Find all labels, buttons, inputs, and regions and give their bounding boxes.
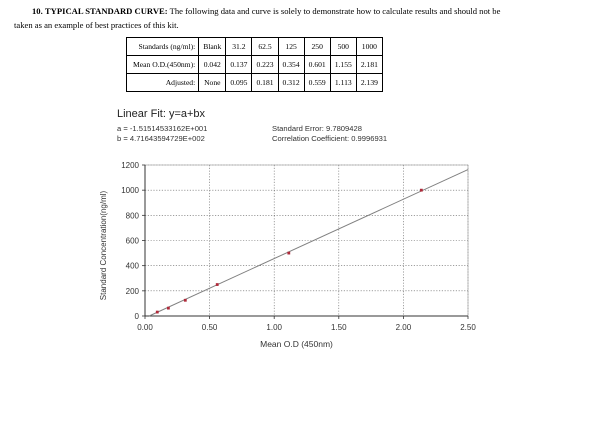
y-tick-label: 0 (134, 312, 139, 321)
table-cell: 0.042 (199, 56, 226, 74)
heading-text-2: taken as an example of best practices of this kit. (14, 20, 179, 30)
x-tick-label: 2.00 (395, 323, 412, 332)
table-cell: 500 (330, 38, 356, 56)
fit-coefficient-b: b = 4.71643594729E+002 (117, 134, 205, 143)
data-point (216, 283, 219, 286)
table-cell: 0.181 (252, 74, 278, 92)
fit-correlation: Correlation Coefficient: 0.9996931 (272, 134, 388, 143)
table-cell: 62.5 (252, 38, 278, 56)
table-cell: 250 (304, 38, 330, 56)
table-cell: 0.354 (278, 56, 304, 74)
section-number: 10. (32, 6, 43, 16)
table-cell: 0.559 (304, 74, 330, 92)
table-cell: 1000 (356, 38, 382, 56)
table-cell: 125 (278, 38, 304, 56)
table-cell: 31.2 (226, 38, 252, 56)
data-point (287, 252, 290, 255)
y-tick-label: 600 (125, 236, 139, 246)
x-tick-label: 0.50 (201, 323, 218, 332)
data-point (184, 299, 187, 302)
table-cell: 1.113 (330, 74, 356, 92)
table-cell: 0.223 (252, 56, 278, 74)
x-tick-label: 1.00 (266, 323, 282, 332)
x-axis-label: Mean O.D (450nm) (260, 339, 333, 349)
table-cell: None (199, 74, 226, 92)
y-tick-label: 1000 (121, 186, 139, 196)
fit-coefficient-a: a = -1.51514533162E+001 (117, 124, 208, 133)
fit-title: Linear Fit: y=a+bx (117, 108, 206, 120)
y-tick-label: 1200 (121, 161, 139, 170)
y-axis-label: Standard Concentration(ng/ml) (99, 190, 108, 301)
x-tick-label: 0.00 (137, 323, 153, 332)
table-cell: Blank (199, 38, 226, 56)
x-tick-label: 1.50 (331, 323, 347, 332)
data-point (420, 189, 423, 192)
y-tick-label: 200 (125, 286, 139, 296)
table-cell: 0.312 (278, 74, 304, 92)
tick-layer (121, 161, 476, 332)
table-cell: 0.137 (226, 56, 252, 74)
table-cell: 0.601 (304, 56, 330, 74)
table-cell: 2.181 (356, 56, 382, 74)
y-tick-label: 800 (125, 211, 139, 221)
table-cell: 2.139 (356, 74, 382, 92)
data-point (167, 307, 170, 310)
table-cell: 0.095 (226, 74, 252, 92)
y-tick-label: 400 (125, 261, 139, 271)
table-cell: 1.155 (330, 56, 356, 74)
x-tick-label: 2.50 (460, 323, 476, 332)
heading-text-1: The following data and curve is solely to demonstrate how to calculate results and should not be (169, 6, 501, 16)
fit-standard-error: Standard Error: 9.7809428 (272, 124, 362, 133)
section-title: TYPICAL STANDARD CURVE: (44, 6, 168, 16)
grid-layer (145, 165, 468, 316)
row-header: Mean O.D.(450nm): (127, 56, 199, 74)
row-header: Adjusted: (127, 74, 199, 92)
row-header: Standards (ng/ml): (127, 38, 199, 56)
data-point (156, 311, 159, 314)
